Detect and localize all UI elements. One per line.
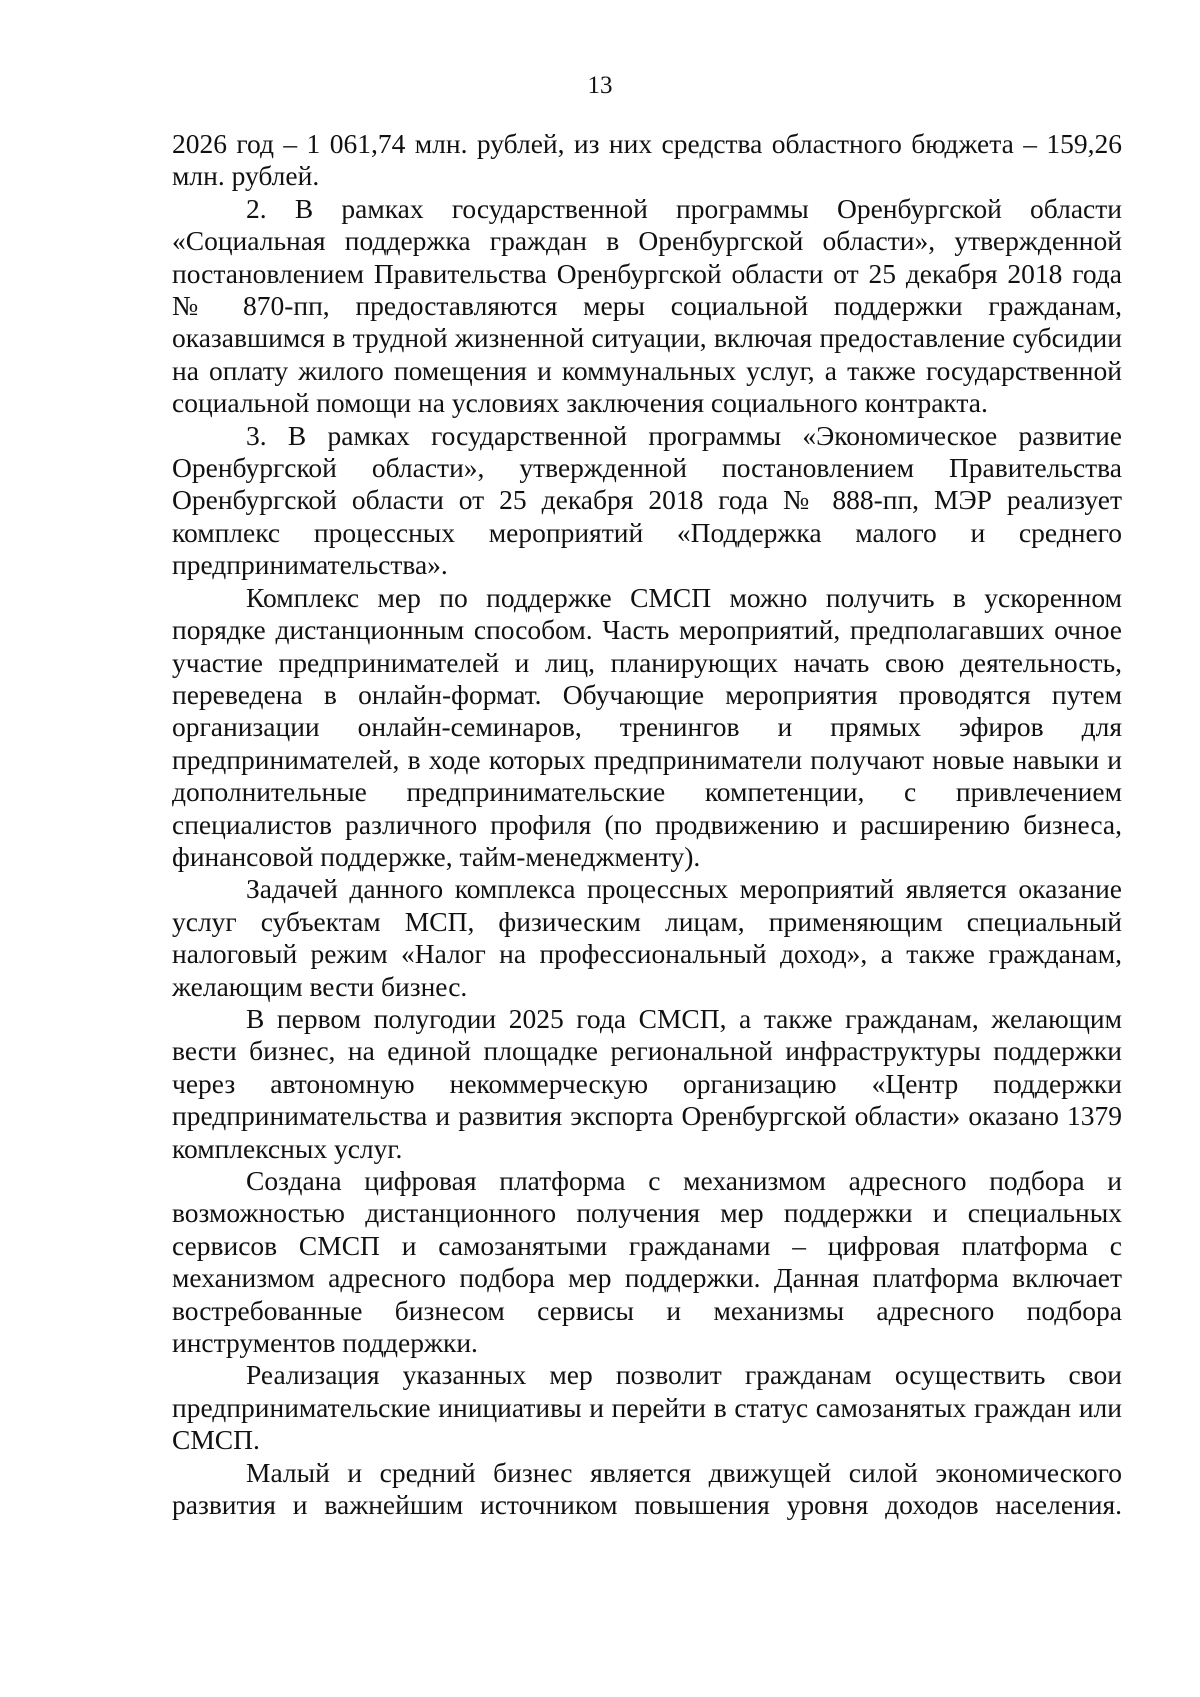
paragraph-implementation-outcome: Реализация указанных мер позволит гражданам осуществить свои предпринимательские инициативы и перейти в статус самозанятых граждан или СМСП. (172, 1359, 1122, 1456)
paragraph-remote-support-measures: Комплекс мер по поддержке СМСП можно получить в ускоренном порядке дистанционным способом. Часть мероприятий, предполагавших очное участие предпринимателей и лиц, планирующих начать свою деятельность, переведена в онлайн-формат. Обучающие мероприятия проводятся путем организации онлайн-семинаров, тренингов и прямых эфиров для предпринимателей, в ходе которых предприниматели получают новые навыки и дополнительные предпринимательские компетенции, с привлечением специалистов различного профиля (по продвижению и расширению бизнеса, финансовой поддержке, тайм-менеджменту). (172, 581, 1122, 872)
paragraph-social-support-program: 2. В рамках государственной программы Оренбургской области «Социальная поддержка граждан в Оренбургской области», утвержденной постановлением Правительства Оренбургской области от 25 декабря 2018 года № 870-пп, предоставляются меры социальной поддержки гражданам, оказавшимся в трудной жизненной ситуации, включая предоставление субсидии на оплату жилого помещения и коммунальных услуг, а также государственной социальной помощи на условиях заключения социального контракта. (172, 192, 1122, 419)
document-body (172, 128, 1122, 1521)
paragraph-digital-platform: Создана цифровая платформа с механизмом адресного подбора и возможностью дистанционного получения мер поддержки и специальных сервисов СМСП и самозанятыми гражданами – цифровая платформа с механизмом адресного подбора мер поддержки. Данная платформа включает востребованные бизнесом сервисы и механизмы адресного подбора инструментов поддержки. (172, 1165, 1122, 1359)
paragraph-budget-2026: 2026 год – 1 061,74 млн. рублей, из них средства областного бюджета – 159,26 млн. рублей. (172, 128, 1122, 192)
page-number: 13 (587, 72, 613, 99)
paragraph-small-business-role: Малый и средний бизнес является движущей силой экономического развития и важнейшим источником повышения уровня доходов населения. (172, 1456, 1122, 1521)
paragraph-first-half-2025: В первом полугодии 2025 года СМСП, а также гражданам, желающим вести бизнес, на единой площадке региональной инфраструктуры поддержки через автономную некоммерческую организацию «Центр поддержки предпринимательства и развития экспорта Оренбургской области» оказано 1379 комплексных услуг. (172, 1002, 1122, 1164)
paragraph-complex-objective: Задачей данного комплекса процессных мероприятий является оказание услуг субъектам МСП, физическим лицам, применяющим специальный налоговый режим «Налог на профессиональный доход», а также гражданам, желающим вести бизнес. (172, 873, 1122, 1002)
paragraph-economic-development-program: 3. В рамках государственной программы «Экономическое развитие Оренбургской области», утвержденной постановлением Правительства Оренбургской области от 25 декабря 2018 года № 888-пп, МЭР реализует комплекс процессных мероприятий «Поддержка малого и среднего предпринимательства». (172, 419, 1122, 581)
